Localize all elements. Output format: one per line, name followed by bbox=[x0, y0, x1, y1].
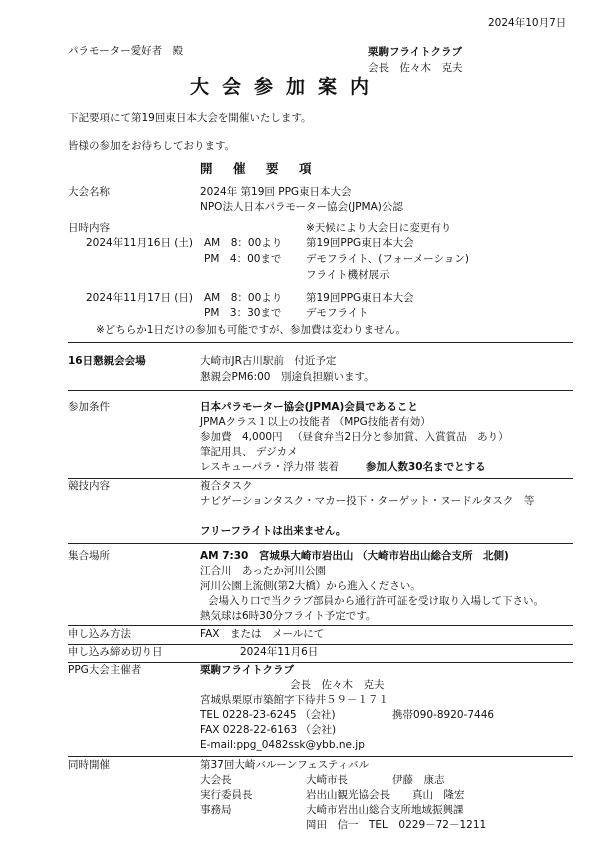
document-title: 大会参加案内 bbox=[190, 76, 383, 98]
concurrent-label: 同時開催 bbox=[68, 759, 110, 771]
concurrent-role-1: 大会長 bbox=[200, 774, 232, 786]
day1-date: 2024年11月16日 (土) bbox=[86, 237, 193, 249]
application-value: FAX または メールにて bbox=[200, 628, 325, 640]
day2-time-2: PM 3：30まで bbox=[204, 307, 282, 319]
organizer-chair: 会長 佐々木 克夫 bbox=[290, 679, 385, 691]
organizer-email: E-mail:ppg_0482ssk@ybb.ne.jp bbox=[200, 739, 365, 751]
organizer-mobile: 携帯090-8920-7446 bbox=[392, 709, 495, 721]
conditions-line2: JPMAクラス１以上の技能者 （MPG技能者有効） bbox=[200, 416, 431, 428]
competition-line1: 複合タスク bbox=[200, 480, 253, 492]
divider bbox=[68, 390, 573, 391]
concurrent-contact: 岡田 信一 TEL 0229－72－1211 bbox=[306, 819, 487, 831]
sender-club: 栗駒フライトクラブ bbox=[368, 46, 462, 58]
day1-desc-3: フライト機材展示 bbox=[306, 269, 390, 281]
event-name-line1: 2024年 第19回 PPG東日本大会 bbox=[200, 186, 352, 198]
concurrent-role-3: 事務局 bbox=[200, 804, 232, 816]
concurrent-role-2: 実行委員長 bbox=[200, 789, 253, 801]
day1-desc-2: デモフライト、(フォーメーション) bbox=[306, 253, 469, 265]
event-name-label: 大会名称 bbox=[68, 186, 110, 198]
day1-desc-1: 第19回PPG東日本大会 bbox=[306, 237, 414, 249]
meeting-line2: 江合川 あったか河川公園 bbox=[200, 565, 326, 577]
divider bbox=[68, 662, 573, 663]
competition-line3: フリーフライトは出来ません。 bbox=[200, 525, 347, 537]
intro-text-1: 下記要項にて第19回東日本大会を開催いたします。 bbox=[68, 112, 312, 124]
competition-line2: ナビゲーションタスク・マカー投下・ターゲット・ヌードルタスク 等 bbox=[200, 495, 535, 507]
document-date: 2024年10月7日 bbox=[488, 17, 567, 29]
meeting-line3: 河川公園上流側(第2大橋）から進入ください。 bbox=[200, 580, 421, 592]
meeting-line1: AM 7:30 宮城県大崎市岩出山 （大崎市岩出山総合支所 北側) bbox=[200, 550, 509, 562]
day2-desc-2: デモフライト bbox=[306, 307, 369, 319]
divider bbox=[68, 756, 573, 757]
application-label: 申し込み方法 bbox=[68, 628, 131, 640]
organizer-fax: FAX 0228-22-6163 （会社) bbox=[200, 724, 337, 736]
conditions-fee: 参加費 4,000円 bbox=[200, 431, 283, 443]
divider bbox=[68, 478, 573, 479]
concurrent-org-3: 大崎市岩出山総合支所地域振興課 bbox=[306, 804, 464, 816]
day1-time-2: PM 4：00まで bbox=[204, 253, 282, 265]
conditions-label: 参加条件 bbox=[68, 401, 110, 413]
reception-label: 16日懇親会会場 bbox=[68, 355, 146, 367]
competition-label: 競技内容 bbox=[68, 480, 110, 492]
intro-text-2: 皆様の参加をお待ちしております。 bbox=[68, 140, 236, 152]
concurrent-name-1: 伊藤 康志 bbox=[392, 774, 445, 786]
deadline-label: 申し込み締め切り日 bbox=[68, 646, 163, 658]
organizer-club: 栗駒フライトクラブ bbox=[200, 664, 294, 676]
schedule-label: 日時内容 bbox=[68, 222, 110, 234]
day2-time-1: AM 8：00より bbox=[204, 292, 283, 304]
meeting-line4: 会場入り口で当クラブ部員から通行許可証を受け取り入場して下さい。 bbox=[208, 595, 544, 607]
divider bbox=[68, 644, 573, 645]
schedule-note: ※どちらか1日だけの参加も可能ですが、参加費は変わりません。 bbox=[96, 324, 407, 336]
organizer-tel: TEL 0228-23-6245 （会社) bbox=[200, 709, 336, 721]
day2-date: 2024年11月17日 (日) bbox=[86, 292, 193, 304]
meeting-label: 集合場所 bbox=[68, 550, 110, 562]
organizer-address: 宮城県栗原市築館字下待井５９－１７１ bbox=[200, 694, 389, 706]
divider bbox=[68, 543, 573, 544]
section-heading: 開 催 要 項 bbox=[200, 161, 316, 176]
concurrent-org-1: 大崎市長 bbox=[306, 774, 348, 786]
day1-time-1: AM 8：00より bbox=[204, 237, 283, 249]
conditions-line1: 日本パラモーター協会(JPMA)会員であること bbox=[200, 401, 418, 413]
reception-line2: 懇親会PM6:00 別途負担願います。 bbox=[200, 371, 375, 383]
concurrent-name-2: 真山 隆宏 bbox=[412, 789, 465, 801]
recipient: パラモーター愛好者 殿 bbox=[68, 45, 184, 57]
conditions-fee-note: （昼食弁当2日分と参加賞、入賞賞品 あり） bbox=[292, 431, 509, 443]
deadline-value: 2024年11月6日 bbox=[240, 646, 319, 658]
day2-desc-1: 第19回PPG東日本大会 bbox=[306, 292, 414, 304]
conditions-line4: 筆記用具、 デジカメ bbox=[200, 446, 298, 458]
concurrent-org-2: 岩出山観光協会長 bbox=[306, 789, 390, 801]
conditions-capacity: 参加人数30名までとする bbox=[366, 461, 486, 473]
divider bbox=[68, 342, 573, 343]
sender-chair: 会長 佐々木 克夫 bbox=[368, 62, 463, 74]
event-name-line2: NPO法人日本パラモーター協会(JPMA)公認 bbox=[200, 201, 403, 213]
divider bbox=[68, 625, 573, 626]
weather-note: ※天候により大会日に変更有り bbox=[306, 222, 452, 234]
concurrent-festival: 第37回大崎バルーンフェスティバル bbox=[200, 759, 370, 771]
meeting-line5: 熱気球は6時30分フライト予定です。 bbox=[200, 610, 377, 622]
reception-line1: 大崎市JR古川駅前 付近予定 bbox=[200, 355, 337, 367]
organizer-label: PPG大会主催者 bbox=[68, 664, 142, 676]
conditions-line5: レスキューパラ・浮力帯 装着 bbox=[200, 461, 339, 473]
